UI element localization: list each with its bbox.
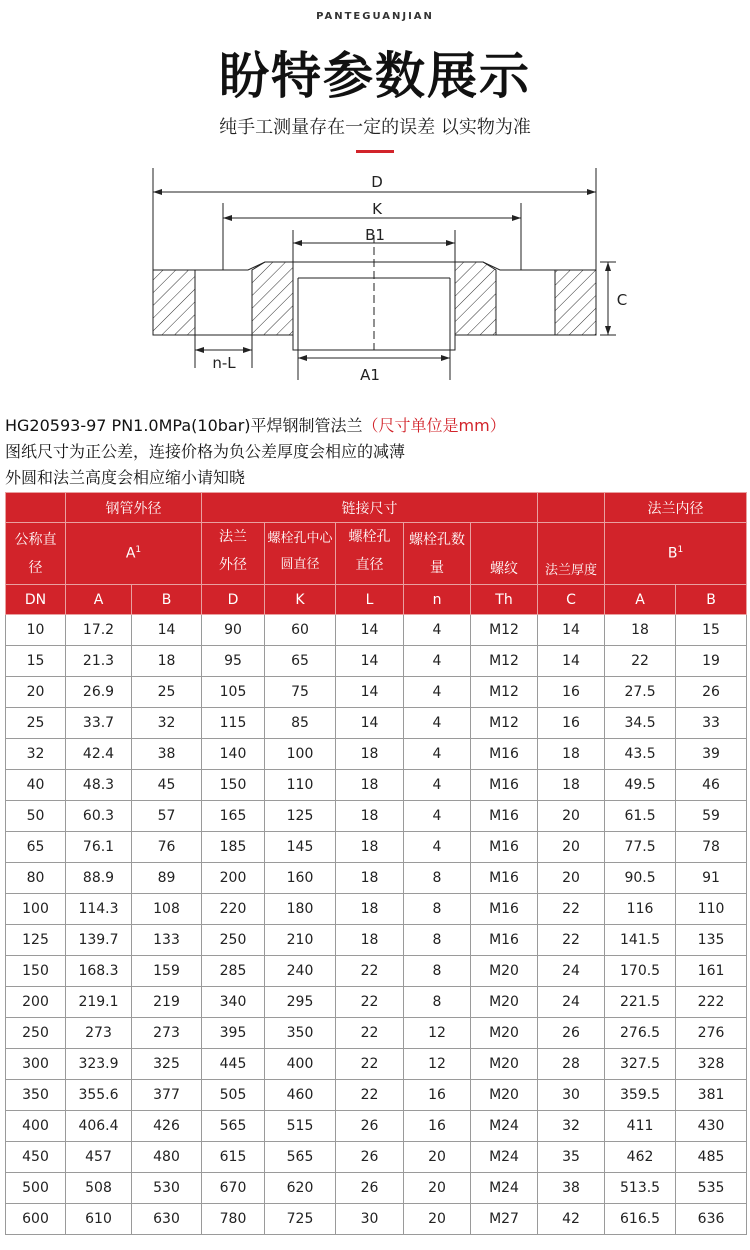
- table-row: [6, 770, 747, 801]
- table-cell: 14: [132, 615, 202, 646]
- label-a1: A1: [360, 366, 380, 384]
- table-cell: 350: [265, 1018, 336, 1049]
- table-cell: 150: [6, 956, 66, 987]
- table-cell: 8: [404, 925, 471, 956]
- table-cell: 16: [538, 708, 605, 739]
- table-cell: 26: [538, 1018, 605, 1049]
- table-cell: 219: [132, 987, 202, 1018]
- table-cell: 141.5: [605, 925, 676, 956]
- table-cell: 328: [676, 1049, 747, 1080]
- table-cell: M20: [471, 1080, 538, 1111]
- table-cell: 610: [66, 1204, 132, 1235]
- symbol-cell: B: [132, 585, 202, 615]
- table-cell: 18: [336, 801, 404, 832]
- table-cell: M16: [471, 832, 538, 863]
- page-subtitle: 纯手工测量存在一定的误差 以实物为准: [219, 117, 531, 138]
- table-cell: 15: [676, 615, 747, 646]
- flange-diagram: [0, 160, 750, 390]
- table-cell: 14: [336, 646, 404, 677]
- table-cell: 16: [404, 1080, 471, 1111]
- table-cell: 620: [265, 1173, 336, 1204]
- table-cell: 110: [265, 770, 336, 801]
- table-cell: 4: [404, 615, 471, 646]
- table-row: [6, 708, 747, 739]
- table-cell: 22: [538, 925, 605, 956]
- table-cell: 95: [202, 646, 265, 677]
- table-cell: 377: [132, 1080, 202, 1111]
- table-cell: 22: [538, 894, 605, 925]
- table-cell: 45: [132, 770, 202, 801]
- table-cell: 350: [6, 1080, 66, 1111]
- table-cell: 210: [265, 925, 336, 956]
- table-cell: 10: [6, 615, 66, 646]
- table-cell: 24: [538, 956, 605, 987]
- table-cell: M16: [471, 863, 538, 894]
- table-row: [6, 987, 747, 1018]
- table-row: [6, 1173, 747, 1204]
- table-cell: 565: [265, 1142, 336, 1173]
- table-cell: M24: [471, 1142, 538, 1173]
- table-cell: 219.1: [66, 987, 132, 1018]
- table-cell: 445: [202, 1049, 265, 1080]
- table-cell: 42: [538, 1204, 605, 1235]
- table-cell: 30: [336, 1204, 404, 1235]
- table-cell: 32: [132, 708, 202, 739]
- table-cell: 60.3: [66, 801, 132, 832]
- table-cell: 90: [202, 615, 265, 646]
- table-row: [6, 801, 747, 832]
- label-b1: B1: [365, 226, 385, 244]
- symbol-cell: Th: [471, 585, 538, 615]
- symbol-cell: A: [605, 585, 676, 615]
- table-cell: 91: [676, 863, 747, 894]
- table-cell: 100: [265, 739, 336, 770]
- table-cell: 276.5: [605, 1018, 676, 1049]
- table-cell: 18: [605, 615, 676, 646]
- table-cell: 22: [336, 1080, 404, 1111]
- header-b1: $B^1$: [605, 523, 747, 585]
- table-cell: 20: [404, 1173, 471, 1204]
- header-bolt-circle: 螺栓孔中心圆直径: [265, 523, 336, 585]
- table-cell: 20: [538, 863, 605, 894]
- table-cell: 18: [336, 832, 404, 863]
- table-cell: M20: [471, 956, 538, 987]
- table-cell: M24: [471, 1173, 538, 1204]
- table-cell: 4: [404, 739, 471, 770]
- table-cell: 355.6: [66, 1080, 132, 1111]
- table-cell: 18: [336, 770, 404, 801]
- table-cell: 135: [676, 925, 747, 956]
- label-nl: n-L: [212, 354, 236, 372]
- table-row: [6, 925, 747, 956]
- table-cell: 32: [6, 739, 66, 770]
- table-cell: 28: [538, 1049, 605, 1080]
- table-cell: 26: [336, 1142, 404, 1173]
- table-cell: 57: [132, 801, 202, 832]
- table-cell: 430: [676, 1111, 747, 1142]
- table-cell: 780: [202, 1204, 265, 1235]
- label-c: C: [616, 291, 628, 309]
- table-cell: M16: [471, 925, 538, 956]
- table-cell: 80: [6, 863, 66, 894]
- header-blank-2: [538, 493, 605, 523]
- table-cell: M12: [471, 677, 538, 708]
- table-cell: 22: [336, 1018, 404, 1049]
- header-bolt-qty: 螺栓孔数量: [404, 523, 471, 585]
- table-cell: 125: [265, 801, 336, 832]
- table-cell: M12: [471, 615, 538, 646]
- hatch-right-hub: [455, 262, 496, 335]
- table-cell: 78: [676, 832, 747, 863]
- table-cell: 61.5: [605, 801, 676, 832]
- table-cell: 500: [6, 1173, 66, 1204]
- header-thickness: 法兰厚度: [538, 523, 605, 585]
- table-cell: 20: [404, 1142, 471, 1173]
- table-cell: M20: [471, 987, 538, 1018]
- symbol-cell: B: [676, 585, 747, 615]
- table-cell: 616.5: [605, 1204, 676, 1235]
- label-d: D: [371, 173, 383, 191]
- table-cell: 105: [202, 677, 265, 708]
- spec-note-line1: [5, 413, 506, 436]
- table-cell: 273: [66, 1018, 132, 1049]
- table-cell: 18: [538, 739, 605, 770]
- table-cell: M12: [471, 708, 538, 739]
- table-cell: 323.9: [66, 1049, 132, 1080]
- table-cell: 27.5: [605, 677, 676, 708]
- table-cell: 125: [6, 925, 66, 956]
- table-cell: 406.4: [66, 1111, 132, 1142]
- table-cell: 21.3: [66, 646, 132, 677]
- table-cell: 4: [404, 646, 471, 677]
- table-cell: M12: [471, 646, 538, 677]
- table-cell: 8: [404, 956, 471, 987]
- table-cell: 636: [676, 1204, 747, 1235]
- table-cell: 38: [132, 739, 202, 770]
- header-flange-od: 法兰外径: [202, 523, 265, 585]
- hatch-left-outer: [153, 270, 195, 335]
- table-cell: 85: [265, 708, 336, 739]
- table-row: [6, 739, 747, 770]
- table-cell: 26: [676, 677, 747, 708]
- table-cell: 22: [336, 987, 404, 1018]
- table-cell: 4: [404, 770, 471, 801]
- table-cell: 16: [404, 1111, 471, 1142]
- table-cell: 170.5: [605, 956, 676, 987]
- table-row: [6, 832, 747, 863]
- table-cell: 273: [132, 1018, 202, 1049]
- table-cell: 185: [202, 832, 265, 863]
- table-cell: 250: [6, 1018, 66, 1049]
- table-row: [6, 1049, 747, 1080]
- table-cell: 139.7: [66, 925, 132, 956]
- table-cell: 480: [132, 1142, 202, 1173]
- table-cell: 59: [676, 801, 747, 832]
- table-cell: 25: [6, 708, 66, 739]
- table-cell: 450: [6, 1142, 66, 1173]
- table-cell: 77.5: [605, 832, 676, 863]
- spec-standard: HG20593-97 PN1.0MPa(10bar)平焊钢制管法兰: [5, 416, 363, 435]
- table-cell: 15: [6, 646, 66, 677]
- table-cell: 462: [605, 1142, 676, 1173]
- table-cell: 160: [265, 863, 336, 894]
- table-cell: 22: [336, 1049, 404, 1080]
- table-cell: 38: [538, 1173, 605, 1204]
- table-row: [6, 956, 747, 987]
- table-cell: 4: [404, 708, 471, 739]
- table-cell: 26: [336, 1173, 404, 1204]
- symbol-cell: C: [538, 585, 605, 615]
- table-cell: 485: [676, 1142, 747, 1173]
- spec-note-line3: 外圆和法兰高度会相应缩小请知晓: [5, 468, 246, 487]
- symbol-cell: DN: [6, 585, 66, 615]
- table-cell: M20: [471, 1049, 538, 1080]
- table-cell: 14: [336, 708, 404, 739]
- table-cell: 325: [132, 1049, 202, 1080]
- table-cell: 48.3: [66, 770, 132, 801]
- table-cell: 340: [202, 987, 265, 1018]
- table-cell: 76.1: [66, 832, 132, 863]
- label-k: K: [372, 200, 382, 218]
- table-cell: 327.5: [605, 1049, 676, 1080]
- accent-divider: [356, 150, 394, 153]
- table-cell: 180: [265, 894, 336, 925]
- table-cell: 50: [6, 801, 66, 832]
- table-cell: 18: [336, 894, 404, 925]
- table-cell: M16: [471, 770, 538, 801]
- table-cell: 222: [676, 987, 747, 1018]
- table-cell: 32: [538, 1111, 605, 1142]
- table-cell: 20: [538, 801, 605, 832]
- symbol-cell: K: [265, 585, 336, 615]
- header-nominal-diameter: 公称直径: [6, 523, 66, 585]
- table-cell: 460: [265, 1080, 336, 1111]
- table-cell: 20: [538, 832, 605, 863]
- spec-note-line2: 图纸尺寸为正公差，连接价格为负公差厚度会相应的减薄: [5, 442, 406, 461]
- flange-spec-table: [5, 492, 747, 1235]
- table-cell: 25: [132, 677, 202, 708]
- table-cell: 115: [202, 708, 265, 739]
- table-cell: 4: [404, 801, 471, 832]
- table-cell: 76: [132, 832, 202, 863]
- table-cell: 4: [404, 832, 471, 863]
- symbol-cell: D: [202, 585, 265, 615]
- table-cell: 630: [132, 1204, 202, 1235]
- table-cell: 395: [202, 1018, 265, 1049]
- table-cell: 508: [66, 1173, 132, 1204]
- table-cell: 426: [132, 1111, 202, 1142]
- table-cell: 200: [202, 863, 265, 894]
- table-cell: 515: [265, 1111, 336, 1142]
- table-cell: 18: [336, 925, 404, 956]
- table-cell: 400: [265, 1049, 336, 1080]
- table-cell: 90.5: [605, 863, 676, 894]
- table-cell: 133: [132, 925, 202, 956]
- table-cell: M16: [471, 739, 538, 770]
- table-cell: 8: [404, 987, 471, 1018]
- table-row: [6, 1080, 747, 1111]
- table-cell: 110: [676, 894, 747, 925]
- table-row: [6, 894, 747, 925]
- table-cell: 65: [6, 832, 66, 863]
- table-cell: 8: [404, 863, 471, 894]
- table-cell: 65: [265, 646, 336, 677]
- hatch-right-outer: [555, 270, 596, 335]
- table-cell: 670: [202, 1173, 265, 1204]
- page-title: 盼特参数展示: [219, 47, 531, 105]
- table-cell: 35: [538, 1142, 605, 1173]
- brand-name: PANTEGUANJIAN: [316, 11, 434, 22]
- table-cell: 295: [265, 987, 336, 1018]
- table-row: [6, 1142, 747, 1173]
- table-cell: 14: [538, 615, 605, 646]
- table-cell: 600: [6, 1204, 66, 1235]
- table-cell: 18: [538, 770, 605, 801]
- table-cell: 615: [202, 1142, 265, 1173]
- table-cell: 33.7: [66, 708, 132, 739]
- table-cell: M20: [471, 1018, 538, 1049]
- symbol-cell: A: [66, 585, 132, 615]
- table-cell: 75: [265, 677, 336, 708]
- table-cell: 18: [132, 646, 202, 677]
- table-cell: M16: [471, 801, 538, 832]
- table-cell: 530: [132, 1173, 202, 1204]
- table-cell: 14: [336, 677, 404, 708]
- table-cell: 17.2: [66, 615, 132, 646]
- table-cell: 150: [202, 770, 265, 801]
- table-cell: 505: [202, 1080, 265, 1111]
- table-cell: 22: [336, 956, 404, 987]
- table-cell: 40: [6, 770, 66, 801]
- table-cell: 33: [676, 708, 747, 739]
- table-cell: 200: [6, 987, 66, 1018]
- table-cell: 400: [6, 1111, 66, 1142]
- header-connection: 链接尺寸: [202, 493, 538, 523]
- table-cell: 165: [202, 801, 265, 832]
- table-cell: 60: [265, 615, 336, 646]
- table-cell: 4: [404, 677, 471, 708]
- table-cell: 19: [676, 646, 747, 677]
- header-blank: [6, 493, 66, 523]
- table-cell: 285: [202, 956, 265, 987]
- table-cell: 168.3: [66, 956, 132, 987]
- table-cell: 26: [336, 1111, 404, 1142]
- table-row: [6, 1018, 747, 1049]
- table-cell: M27: [471, 1204, 538, 1235]
- table-cell: 513.5: [605, 1173, 676, 1204]
- table-cell: 20: [404, 1204, 471, 1235]
- table-cell: 43.5: [605, 739, 676, 770]
- table-cell: 108: [132, 894, 202, 925]
- table-cell: 276: [676, 1018, 747, 1049]
- table-cell: 34.5: [605, 708, 676, 739]
- header-bolt-hole-dia: 螺栓孔直径: [336, 523, 404, 585]
- table-cell: 300: [6, 1049, 66, 1080]
- table-cell: 42.4: [66, 739, 132, 770]
- table-cell: 159: [132, 956, 202, 987]
- table-cell: 359.5: [605, 1080, 676, 1111]
- table-cell: 411: [605, 1111, 676, 1142]
- table-cell: 89: [132, 863, 202, 894]
- table-cell: 18: [336, 739, 404, 770]
- table-cell: 24: [538, 987, 605, 1018]
- table-cell: 49.5: [605, 770, 676, 801]
- table-cell: 145: [265, 832, 336, 863]
- symbol-cell: L: [336, 585, 404, 615]
- table-cell: 457: [66, 1142, 132, 1173]
- table-row: [6, 615, 747, 646]
- table-cell: 565: [202, 1111, 265, 1142]
- table-row: [6, 1111, 747, 1142]
- table-cell: 8: [404, 894, 471, 925]
- table-cell: 161: [676, 956, 747, 987]
- table-cell: 14: [538, 646, 605, 677]
- table-cell: 725: [265, 1204, 336, 1235]
- header-pipe-od: 钢管外径: [66, 493, 202, 523]
- table-cell: 39: [676, 739, 747, 770]
- table-cell: 12: [404, 1018, 471, 1049]
- hatch-left-hub: [252, 262, 293, 335]
- table-cell: 30: [538, 1080, 605, 1111]
- table-cell: 116: [605, 894, 676, 925]
- table-cell: 140: [202, 739, 265, 770]
- table-cell: M24: [471, 1111, 538, 1142]
- table-cell: 16: [538, 677, 605, 708]
- table-cell: 22: [605, 646, 676, 677]
- table-cell: M16: [471, 894, 538, 925]
- table-cell: 12: [404, 1049, 471, 1080]
- header-thread: 螺纹: [471, 523, 538, 585]
- unit-note: （尺寸单位是mm）: [362, 416, 506, 435]
- table-cell: 100: [6, 894, 66, 925]
- table-cell: 114.3: [66, 894, 132, 925]
- table-cell: 26.9: [66, 677, 132, 708]
- table-cell: 14: [336, 615, 404, 646]
- table-cell: 381: [676, 1080, 747, 1111]
- table-cell: 46: [676, 770, 747, 801]
- table-cell: 88.9: [66, 863, 132, 894]
- table-cell: 18: [336, 863, 404, 894]
- table-row: [6, 646, 747, 677]
- table-cell: 240: [265, 956, 336, 987]
- table-cell: 20: [6, 677, 66, 708]
- symbol-cell: n: [404, 585, 471, 615]
- header-a1: $A^1$: [66, 523, 202, 585]
- table-cell: 250: [202, 925, 265, 956]
- header-flange-id: 法兰内径: [605, 493, 747, 523]
- table-cell: 221.5: [605, 987, 676, 1018]
- table-row: [6, 1204, 747, 1235]
- table-row: [6, 863, 747, 894]
- table-row: [6, 677, 747, 708]
- table-cell: 535: [676, 1173, 747, 1204]
- table-cell: 220: [202, 894, 265, 925]
